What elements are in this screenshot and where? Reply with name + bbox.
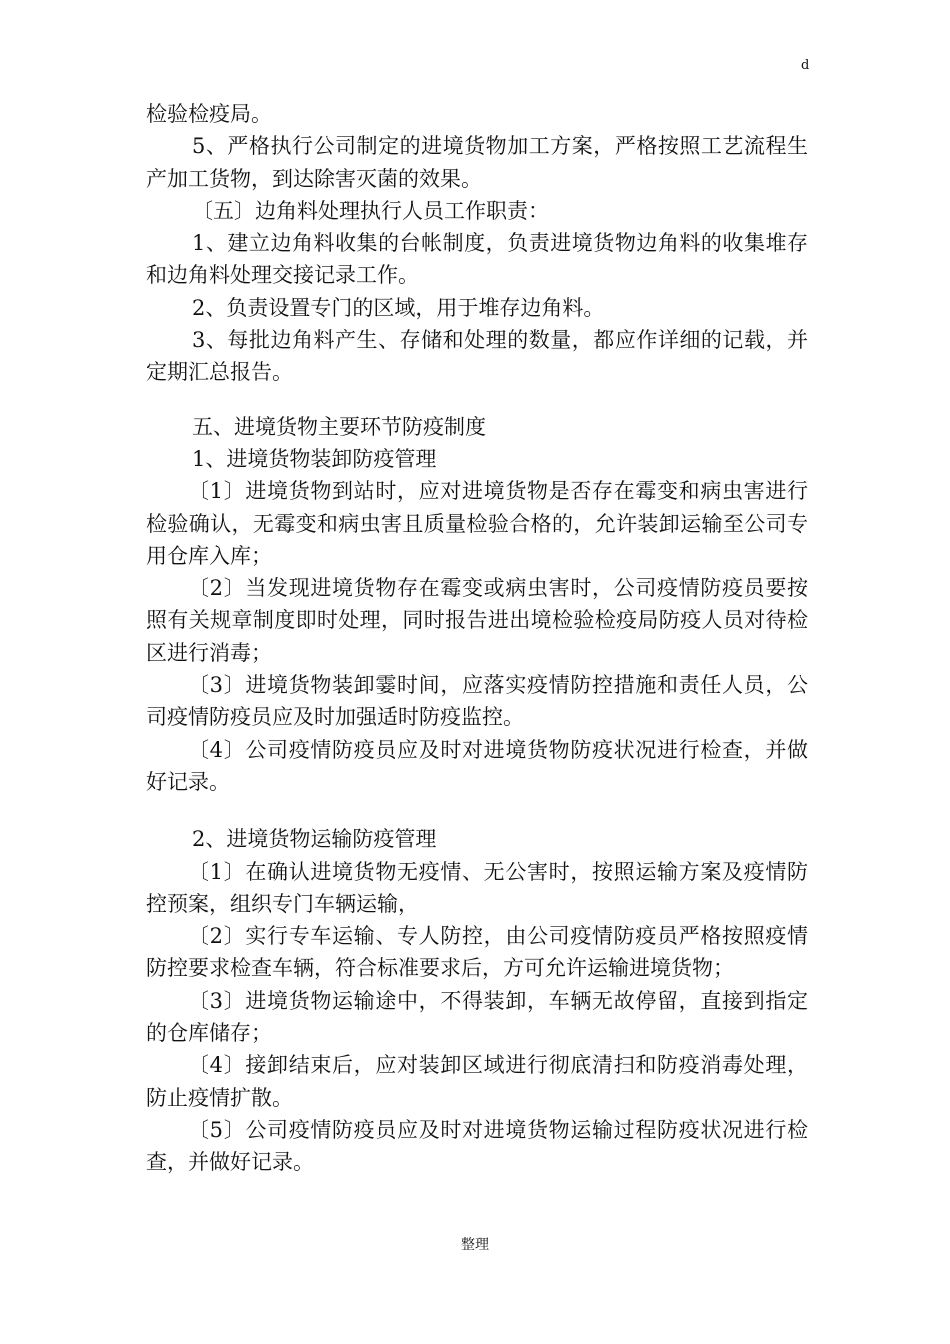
document-body bbox=[146, 98, 808, 1179]
paragraph: 〔1〕进境货物到站时，应对进境货物是否存在霉变和病虫害进行检验确认，无霉变和病虫害且质量检验合格的，允许装卸运输至公司专用仓库入库； bbox=[146, 479, 808, 568]
subsection-heading: 2、进境货物运输防疫管理 bbox=[192, 827, 437, 852]
paragraph: 检验检疫局。 bbox=[146, 102, 272, 126]
paragraph: 3、每批边角料产生、存储和处理的数量，都应作详细的记载，并定期汇总报告。 bbox=[146, 328, 808, 385]
spacer bbox=[146, 389, 808, 411]
section-heading: 〔五〕边角料处理执行人员工作职责： bbox=[192, 198, 549, 223]
spacer bbox=[146, 798, 808, 823]
paragraph: 〔2〕实行专车运输、专人防控，由公司疫情防疫员严格按照疫情防控要求检查车辆，符合标准要求后，方可允许运输进境货物； bbox=[146, 924, 808, 981]
paragraph: 〔1〕在确认进境货物无疫情、无公害时，按照运输方案及疫情防控预案，组织专门车辆运输， bbox=[146, 859, 808, 916]
paragraph: 〔3〕进境货物运输途中，不得装卸，车辆无故停留，直接到指定的仓库储存； bbox=[146, 988, 808, 1046]
paragraph: 1、建立边角料收集的台帐制度，负责进境货物边角料的收集堆存和边角料处理交接记录工作。 bbox=[146, 231, 808, 288]
subsection-heading: 1、进境货物装卸防疫管理 bbox=[192, 446, 437, 471]
page-header-mark: d bbox=[801, 58, 810, 73]
page-footer-mark: 整理 bbox=[461, 1237, 489, 1253]
paragraph: 〔4〕公司疫情防疫员应及时对进境货物防疫状况进行检查，并做好记录。 bbox=[146, 737, 808, 794]
paragraph: 2、负责设置专门的区域，用于堆存边角料。 bbox=[192, 295, 605, 320]
paragraph: 〔4〕接卸结束后，应对装卸区域进行彻底清扫和防疫消毒处理，防止疫情扩散。 bbox=[146, 1053, 808, 1110]
paragraph: 〔2〕当发现进境货物存在霉变或病虫害时，公司疫情防疫员要按照有关规章制度即时处理，同时报告进出境检验检疫局防疫人员对待检区进行消毒； bbox=[146, 576, 808, 665]
paragraph: 〔3〕进境货物装卸霎时间，应落实疫情防控措施和责任人员，公司疫情防疫员应及时加强适时防疫监控。 bbox=[146, 673, 808, 730]
chapter-heading: 五、进境货物主要环节防疫制度 bbox=[192, 414, 486, 439]
paragraph: 5、严格执行公司制定的进境货物加工方案，严格按照工艺流程生产加工货物，到达除害灭菌的效果。 bbox=[146, 134, 808, 191]
paragraph: 〔5〕公司疫情防疫员应及时对进境货物运输过程防疫状况进行检查，并做好记录。 bbox=[146, 1117, 808, 1175]
